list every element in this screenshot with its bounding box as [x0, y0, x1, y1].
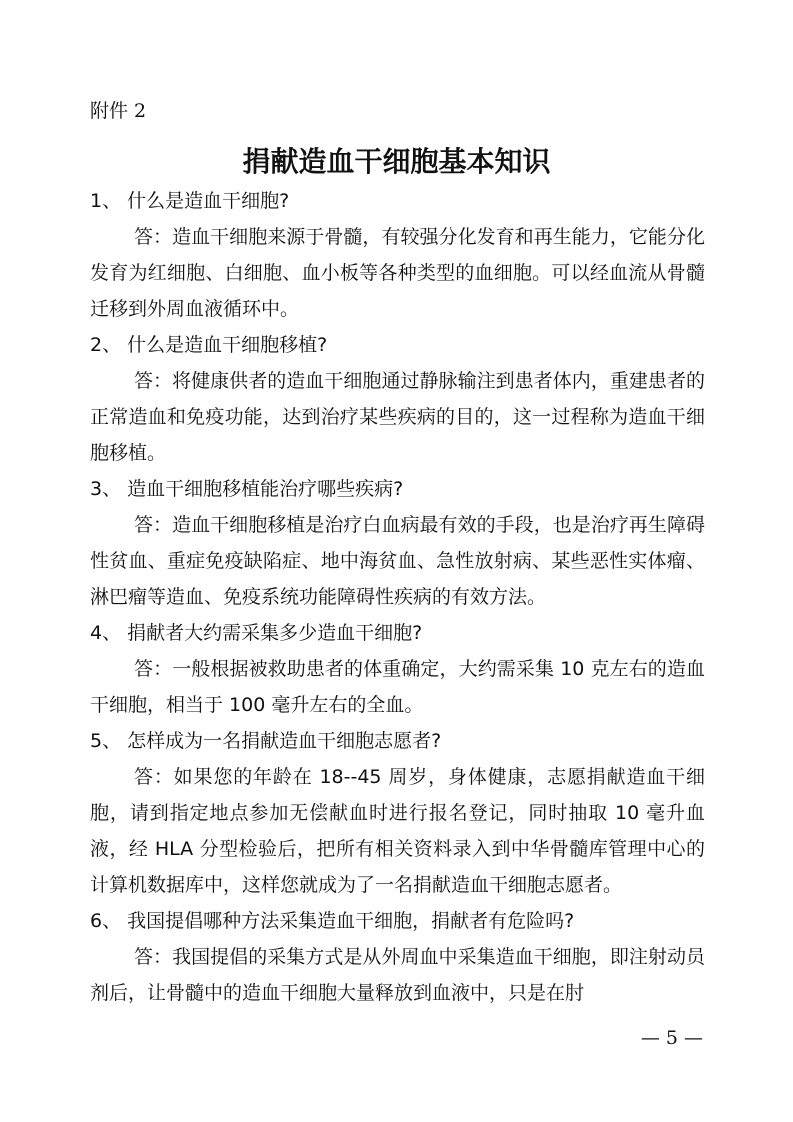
answer-1: 答：造血干细胞来源于骨髓，有较强分化发育和再生能力，它能分化发育为红细胞、白细胞、血小板等各种类型的血细胞。可以经血流从骨髓迁移到外周血液循环中。 — [90, 226, 705, 320]
answer-3: 答：造血干细胞移植是治疗白血病最有效的手段，也是治疗再生障碍性贫血、重症免疫缺陷症、地中海贫血、急性放射病、某些恶性实体瘤、淋巴瘤等造血、免疫系统功能障碍性疾病的有效方法。 — [90, 514, 705, 608]
document-title: 捐献造血干细胞基本知识 — [242, 145, 551, 178]
question-2: 2、 什么是造血干细胞移植? — [90, 334, 328, 356]
qa-list — [90, 183, 705, 1011]
answer-6: 答：我国提倡的采集方式是从外周血中采集造血干细胞，即注射动员剂后，让骨髓中的造血干细胞大量释放到血液中，只是在肘 — [90, 946, 705, 1004]
page-number: — 5 — — [640, 1027, 703, 1049]
answer-5: 答：如果您的年龄在 18--45 周岁，身体健康，志愿捐献造血干细胞，请到指定地点参加无偿献血时进行报名登记，同时抽取 10 毫升血液，经 HLA 分型检验后，把所有相关资料录入到中华骨髓库管理中心的计算机数据库中，这样您就成为了一名捐献造血干细胞志愿者。 — [90, 766, 705, 896]
question-4: 4、 捐献者大约需采集多少造血干细胞? — [90, 622, 423, 644]
answer-2: 答：将健康供者的造血干细胞通过静脉输注到患者体内，重建患者的正常造血和免疫功能，达到治疗某些疾病的目的，这一过程称为造血干细胞移植。 — [90, 370, 705, 464]
question-5: 5、 怎样成为一名捐献造血干细胞志愿者? — [90, 730, 442, 752]
question-6: 6、 我国提倡哪种方法采集造血干细胞，捐献者有危险吗? — [90, 910, 575, 932]
attachment-label: 附件 2 — [90, 100, 147, 122]
answer-4: 答：一般根据被救助患者的体重确定，大约需采集 10 克左右的造血干细胞，相当于 100 毫升左右的全血。 — [90, 658, 705, 716]
question-1: 1、 什么是造血干细胞? — [90, 190, 290, 212]
question-3: 3、 造血干细胞移植能治疗哪些疾病? — [90, 478, 404, 500]
